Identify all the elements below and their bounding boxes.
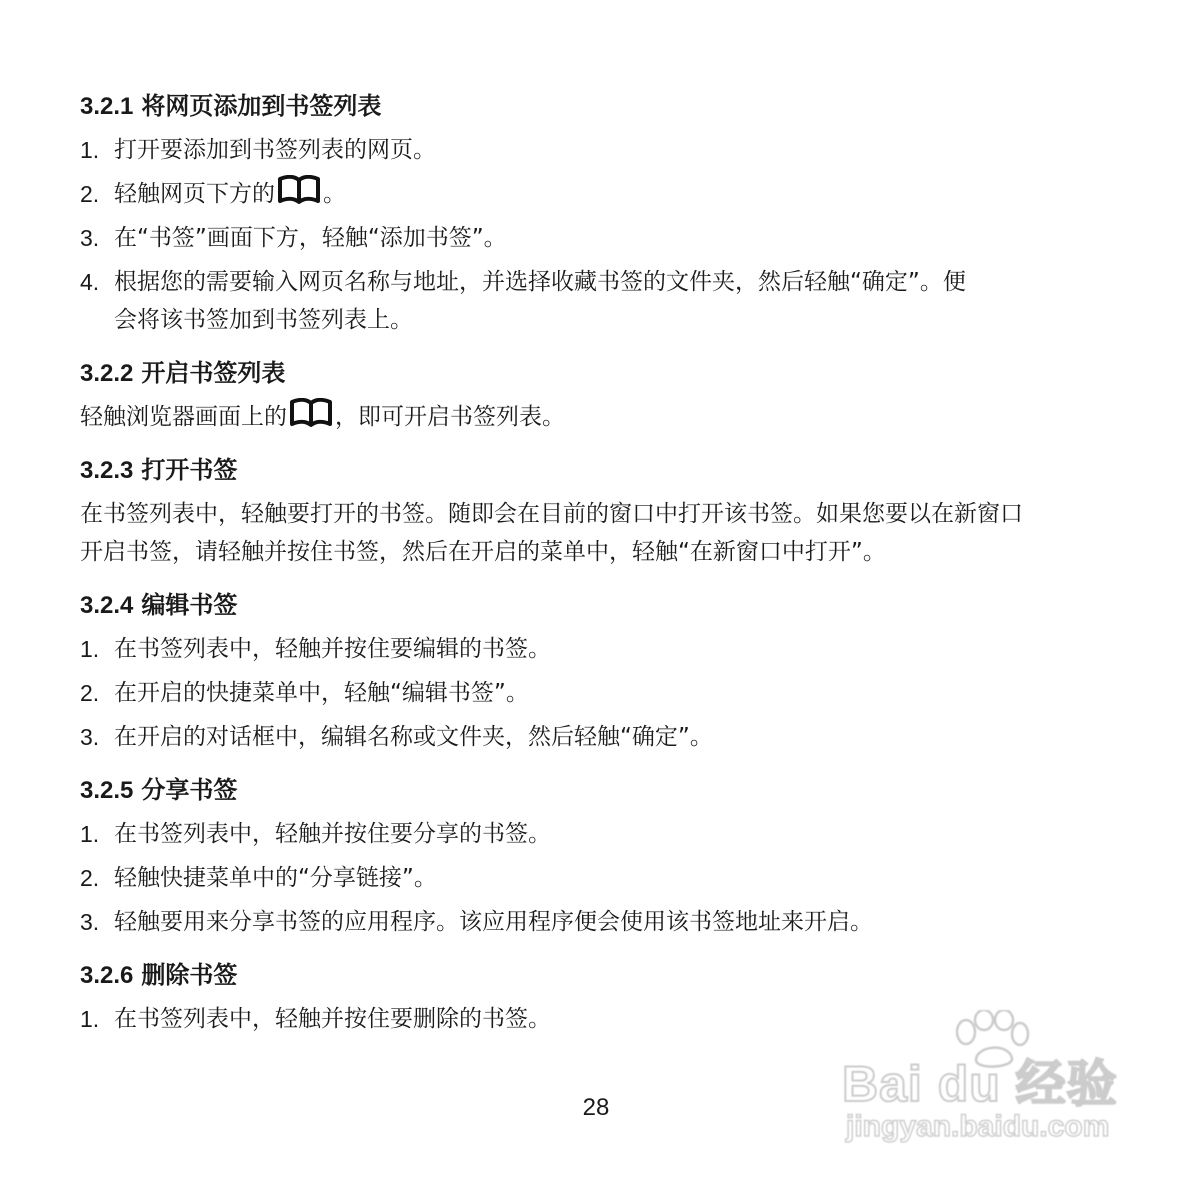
step-list [80,815,1100,941]
list-item [80,263,1100,339]
step-text: 轻触快捷菜单中的“分享链接”。 [114,865,437,891]
open-book-icon [289,398,333,428]
step-number: 2. [80,680,100,706]
section-number: 3.2.2 [80,360,134,387]
step-number: 3. [80,724,100,750]
section-number: 3.2.1 [80,93,134,120]
step-text: 轻触要用来分享书签的应用程序。该应用程序便会使用该书签地址来开启。 [114,909,873,935]
list-item [80,630,1100,668]
section-title: 编辑书签 [141,591,238,619]
step-number: 1. [80,636,100,662]
list-item [80,674,1100,712]
step-number: 2. [80,181,100,207]
section-number: 3.2.5 [80,777,134,804]
section-heading [80,587,1100,624]
section-number: 3.2.3 [80,457,134,484]
step-text: 在开启的快捷菜单中，轻触“编辑书签”。 [114,680,529,706]
step-list [80,131,1100,339]
step-text: 在书签列表中，轻触并按住要删除的书签。 [114,1006,551,1032]
list-item [80,903,1100,941]
step-number: 3. [80,909,100,935]
step-text-end: 。 [323,181,346,207]
section-heading [80,957,1100,994]
step-list [80,630,1100,756]
list-item [80,718,1100,756]
step-number: 1. [80,821,100,847]
paragraph-text-continued: 开启书签，请轻触并按住书签，然后在开启的菜单中，轻触“在新窗口中打开”。 [80,539,886,565]
section-heading [80,355,1100,392]
paragraph [80,495,1100,571]
step-number: 1. [80,1006,100,1032]
paragraph-text-end: ，即可开启书签列表。 [335,404,565,430]
step-text: 在书签列表中，轻触并按住要编辑的书签。 [114,636,551,662]
step-number: 2. [80,865,100,891]
paragraph [80,398,1100,436]
section-heading [80,772,1100,809]
watermark-logo: Bai du 经验 [842,1056,1118,1112]
step-text-continued: 会将该书签加到书签列表上。 [114,307,413,333]
step-number: 3. [80,225,100,251]
step-text: 根据您的需要输入网页名称与地址，并选择收藏书签的文件夹，然后轻触“确定”。便 [114,269,966,295]
section-title: 打开书签 [141,456,238,484]
list-item [80,175,1100,213]
page-number: 28 [582,1094,610,1121]
document-page [80,88,1100,1038]
section-title: 删除书签 [141,961,238,989]
list-item [80,859,1100,897]
step-number: 4. [80,269,100,295]
section-heading [80,452,1100,489]
step-text: 在书签列表中，轻触并按住要分享的书签。 [114,821,551,847]
step-number: 1. [80,137,100,163]
list-item [80,131,1100,169]
open-book-icon [277,175,321,205]
section-title: 开启书签列表 [141,359,286,387]
step-text: 在“书签”画面下方，轻触“添加书签”。 [114,225,507,251]
list-item [80,219,1100,257]
watermark-url: jingyan.baidu.com [846,1110,1110,1143]
section-heading [80,88,1100,125]
watermark [842,1010,1142,1160]
section-number: 3.2.4 [80,592,134,619]
section-title: 分享书签 [141,776,238,804]
paragraph-text: 在书签列表中，轻触要打开的书签。随即会在目前的窗口中打开该书签。如果您要以在新窗口 [80,501,1023,527]
step-text: 轻触网页下方的 [114,181,275,207]
section-number: 3.2.6 [80,962,134,989]
list-item [80,815,1100,853]
step-text: 打开要添加到书签列表的网页。 [114,137,436,163]
section-title: 将网页添加到书签列表 [141,92,382,120]
paragraph-text: 轻触浏览器画面上的 [80,404,287,430]
step-text: 在开启的对话框中，编辑名称或文件夹，然后轻触“确定”。 [114,724,713,750]
